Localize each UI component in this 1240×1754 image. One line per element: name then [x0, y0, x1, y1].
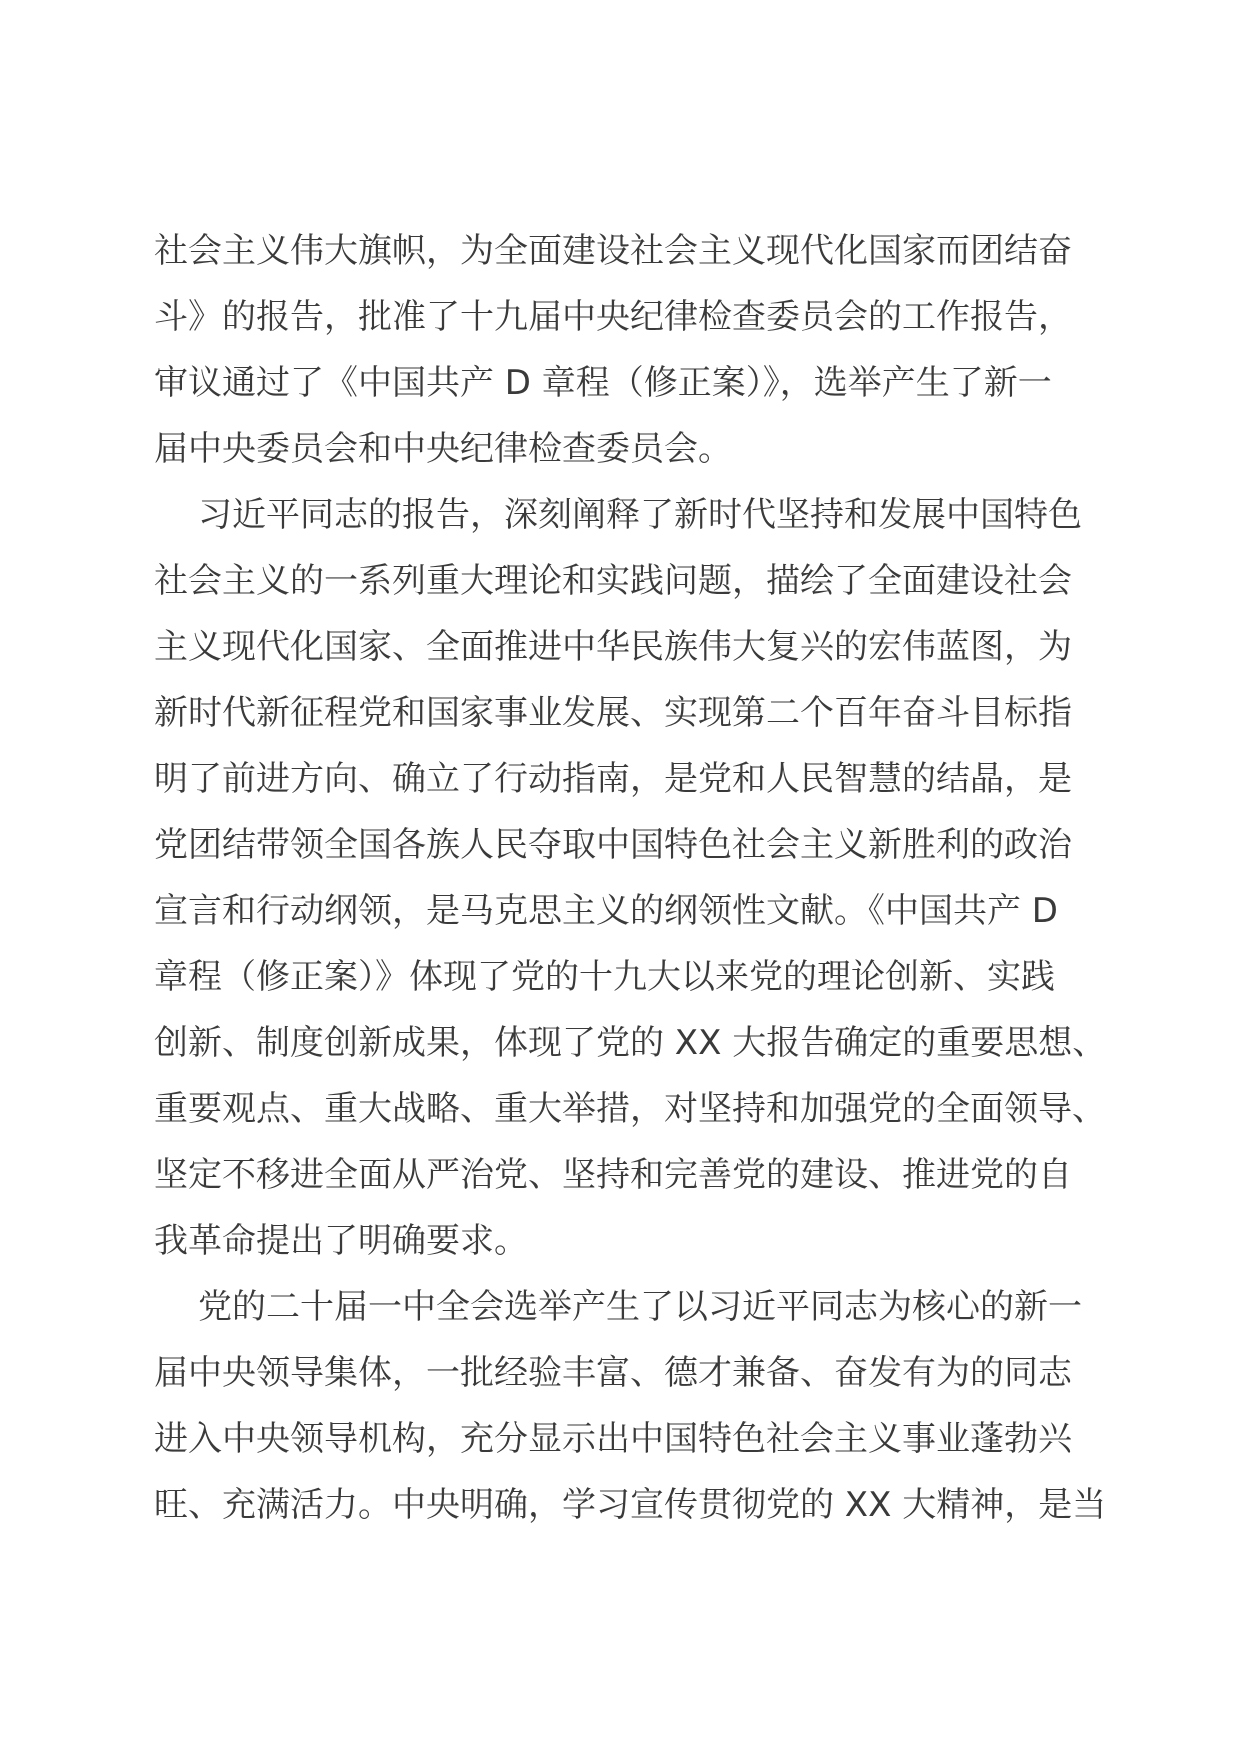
text-line: 斗》的报告，批准了十九届中央纪律检查委员会的工作报告，	[154, 297, 1072, 337]
text-line: 审议通过了《中国共产 D 章程（修正案）》，选举产生了新一	[154, 363, 1052, 403]
text-line: 新时代新征程党和国家事业发展、实现第二个百年奋斗目标指	[154, 693, 1072, 733]
text-line: 我革命提出了明确要求。	[154, 1221, 528, 1261]
text-line: 宣言和行动纲领，是马克思主义的纲领性文献。《中国共产 D	[154, 891, 1058, 931]
text-line: 届中央委员会和中央纪律检查委员会。	[154, 429, 732, 469]
paragraph-first-line: 党的二十届一中全会选举产生了以习近平同志为核心的新一	[198, 1287, 1082, 1327]
text-line: 章程（修正案）》体现了党的十九大以来党的理论创新、实践	[154, 957, 1055, 997]
text-line: 主义现代化国家、全面推进中华民族伟大复兴的宏伟蓝图，为	[154, 627, 1072, 667]
text-line: 旺、充满活力。中央明确，学习宣传贯彻党的 XX 大精神，是当	[154, 1485, 1107, 1525]
text-line: 坚定不移进全面从严治党、坚持和完善党的建设、推进党的自	[154, 1155, 1072, 1195]
text-line: 党团结带领全国各族人民夺取中国特色社会主义新胜利的政治	[154, 825, 1072, 865]
document-body	[154, 218, 1107, 1538]
text-line: 重要观点、重大战略、重大举措，对坚持和加强党的全面领导、	[154, 1089, 1106, 1129]
text-line: 创新、制度创新成果，体现了党的 XX 大报告确定的重要思想、	[154, 1023, 1107, 1063]
text-line: 进入中央领导机构，充分显示出中国特色社会主义事业蓬勃兴	[154, 1419, 1072, 1459]
paragraph-first-line: 习近平同志的报告，深刻阐释了新时代坚持和发展中国特色	[198, 495, 1082, 535]
text-line: 届中央领导集体，一批经验丰富、德才兼备、奋发有为的同志	[154, 1353, 1072, 1393]
text-line: 社会主义伟大旗帜，为全面建设社会主义现代化国家而团结奋	[154, 231, 1072, 271]
text-line: 社会主义的一系列重大理论和实践问题，描绘了全面建设社会	[154, 561, 1072, 601]
text-line: 明了前进方向、确立了行动指南，是党和人民智慧的结晶，是	[154, 759, 1072, 799]
